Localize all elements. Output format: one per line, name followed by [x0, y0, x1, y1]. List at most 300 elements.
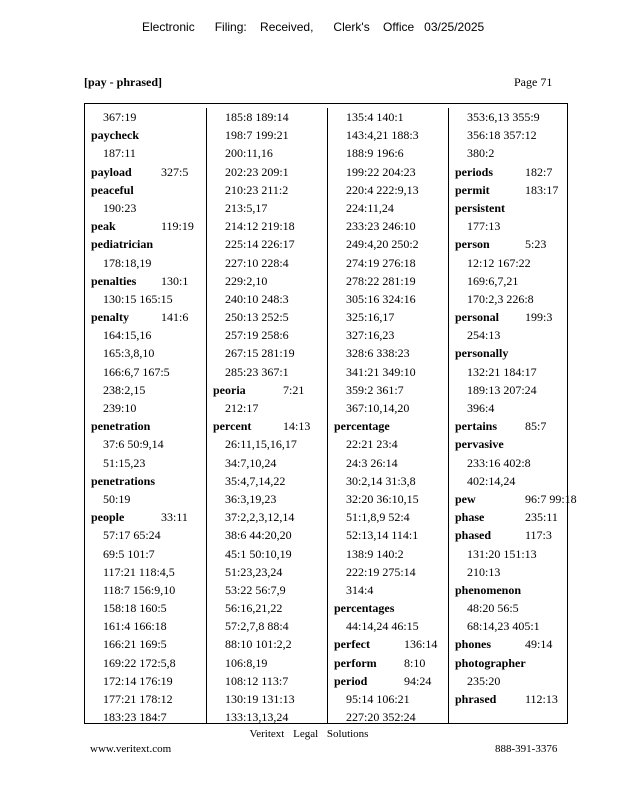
term-word: perfect: [334, 637, 370, 652]
index-reference: [207, 181, 327, 199]
term-word: paycheck: [91, 128, 139, 143]
index-reference: [328, 545, 448, 563]
index-reference: [328, 508, 448, 526]
reference-text: 328:6 338:23: [346, 346, 410, 361]
index-term: [449, 690, 569, 708]
index-reference: [207, 199, 327, 217]
reference-text: 118:7 156:9,10: [103, 582, 176, 597]
index-reference: [328, 217, 448, 235]
reference-text: 130:15 165:15: [103, 291, 173, 306]
index-reference: [207, 690, 327, 708]
index-reference: [328, 272, 448, 290]
index-reference: [328, 581, 448, 599]
index-reference: [449, 254, 569, 272]
reference-text: 30:2,14 31:3,8: [346, 473, 416, 488]
reference-text: 37:6 50:9,14: [103, 437, 164, 452]
term-word: pertains: [455, 419, 497, 434]
index-reference: [449, 217, 569, 235]
index-reference: [207, 217, 327, 235]
index-term: [449, 508, 569, 526]
index-term: [449, 308, 569, 326]
reference-text: 48:20 56:5: [467, 601, 519, 616]
term-reference: 94:24: [404, 673, 432, 688]
index-term: [449, 654, 569, 672]
term-word: perform: [334, 655, 377, 670]
reference-text: 177:13: [467, 219, 501, 234]
index-reference: [207, 545, 327, 563]
reference-text: 224:11,24: [346, 200, 394, 215]
index-reference: [85, 708, 206, 726]
reference-text: 133:13,13,24: [225, 710, 289, 725]
index-reference: [328, 708, 448, 726]
reference-text: 380:2: [467, 146, 495, 161]
index-term: [85, 181, 206, 199]
reference-text: 51:15,23: [103, 455, 146, 470]
index-reference: [328, 181, 448, 199]
reference-text: 188:9 196:6: [346, 146, 404, 161]
reference-text: 239:10: [103, 401, 137, 415]
index-reference: [85, 581, 206, 599]
index-reference: [85, 635, 206, 653]
reference-text: 254:13: [467, 328, 501, 343]
term-word: persistent: [455, 200, 505, 215]
index-term: [449, 526, 569, 544]
reference-text: 53:22 56:7,9: [225, 582, 286, 597]
reference-text: 135:4 140:1: [346, 110, 404, 124]
index-reference: [207, 290, 327, 308]
reference-text: 34:7,10,24: [225, 455, 277, 470]
index-reference: [207, 144, 327, 162]
index-reference: [449, 454, 569, 472]
index-reference: [207, 635, 327, 653]
index-reference: [328, 454, 448, 472]
index-term: [85, 217, 206, 235]
index-reference: [85, 526, 206, 544]
index-reference: [85, 254, 206, 272]
index-reference: [449, 399, 569, 417]
index-reference: [328, 690, 448, 708]
index-reference: [85, 326, 206, 344]
reference-text: 117:21 118:4,5: [103, 564, 175, 579]
term-word: pew: [455, 491, 476, 506]
index-reference: [207, 599, 327, 617]
reference-text: 200:11,16: [225, 146, 273, 161]
index-reference: [207, 108, 327, 126]
index-reference: [328, 526, 448, 544]
reference-text: 183:23 184:7: [103, 710, 167, 725]
reference-text: 210:23 211:2: [225, 182, 289, 197]
term-word: phenomenon: [455, 582, 522, 597]
term-word: penetration: [91, 419, 151, 434]
term-reference: 136:14: [404, 637, 438, 652]
term-word: phased: [455, 528, 492, 543]
reference-text: 170:2,3 226:8: [467, 291, 534, 306]
term-reference: 14:13: [283, 419, 311, 434]
term-word: personal: [455, 310, 500, 325]
footer-phone: 888-391-3376: [495, 743, 558, 755]
reference-text: 325:16,17: [346, 310, 395, 325]
index-reference: [207, 363, 327, 381]
index-reference: [207, 344, 327, 362]
index-reference: [328, 326, 448, 344]
page-range-label: [pay - phrased]: [84, 75, 163, 89]
index-reference: [207, 454, 327, 472]
term-word: phrased: [455, 692, 497, 706]
reference-text: 233:16 402:8: [467, 455, 531, 470]
reference-text: 250:13 252:5: [225, 310, 289, 325]
index-reference: [85, 490, 206, 508]
index-reference: [85, 108, 206, 126]
index-reference: [85, 199, 206, 217]
reference-text: 51:1,8,9 52:4: [346, 510, 410, 525]
index-reference: [85, 617, 206, 635]
reference-text: 143:4,21 188:3: [346, 128, 419, 143]
reference-text: 166:6,7 167:5: [103, 364, 170, 379]
index-term: [85, 308, 206, 326]
index-reference: [328, 126, 448, 144]
index-reference: [207, 490, 327, 508]
reference-text: 166:21 169:5: [103, 637, 167, 652]
term-word: percentages: [334, 601, 395, 616]
index-reference: [85, 545, 206, 563]
index-reference: [328, 490, 448, 508]
index-reference: [85, 363, 206, 381]
term-word: person: [455, 237, 490, 252]
index-column: [327, 108, 448, 723]
footer-company: Veritext Legal Solutions: [249, 728, 369, 740]
term-word: penalty: [91, 310, 130, 325]
reference-text: 305:16 324:16: [346, 291, 416, 306]
reference-text: 327:16,23: [346, 328, 395, 343]
reference-text: 190:23: [103, 200, 137, 215]
index-reference: [85, 563, 206, 581]
reference-text: 45:1 50:10,19: [225, 546, 292, 561]
index-reference: [449, 144, 569, 162]
reference-text: 367:19: [103, 110, 137, 124]
reference-text: 267:15 281:19: [225, 346, 295, 361]
index-term: [449, 199, 569, 217]
reference-text: 52:13,14 114:1: [346, 528, 419, 543]
index-term: [449, 235, 569, 253]
index-reference: [207, 654, 327, 672]
index-reference: [328, 472, 448, 490]
reference-text: 88:10 101:2,2: [225, 637, 292, 652]
term-word: pediatrician: [91, 237, 153, 252]
index-reference: [85, 454, 206, 472]
term-word: penetrations: [91, 473, 155, 488]
index-reference: [207, 308, 327, 326]
index-reference: [207, 163, 327, 181]
term-word: personally: [455, 346, 509, 361]
reference-text: 44:14,24 46:15: [346, 619, 419, 634]
index-table: [84, 103, 577, 725]
index-reference: [328, 617, 448, 635]
reference-text: 132:21 184:17: [467, 364, 537, 379]
term-word: phones: [455, 637, 492, 652]
reference-text: 225:14 226:17: [225, 237, 295, 252]
index-reference: [85, 399, 206, 417]
term-reference: 5:23: [525, 237, 547, 252]
reference-text: 314:4: [346, 582, 374, 597]
reference-text: 220:4 222:9,13: [346, 182, 419, 197]
index-reference: [207, 581, 327, 599]
reference-text: 367:10,14,20: [346, 401, 410, 415]
index-reference: [449, 599, 569, 617]
reference-text: 178:18,19: [103, 255, 152, 270]
reference-text: 356:18 357:12: [467, 128, 537, 143]
reference-text: 24:3 26:14: [346, 455, 398, 470]
term-reference: 130:1: [161, 273, 189, 288]
index-reference: [449, 272, 569, 290]
term-reference: 327:5: [161, 164, 189, 179]
index-term: [85, 235, 206, 253]
reference-text: 198:7 199:21: [225, 128, 289, 143]
index-term: [328, 672, 448, 690]
term-word: percent: [213, 419, 252, 434]
index-reference: [328, 344, 448, 362]
reference-text: 108:12 113:7: [225, 673, 289, 688]
reference-text: 161:4 166:18: [103, 619, 167, 634]
term-reference: 182:7: [525, 164, 553, 179]
reference-text: 229:2,10: [225, 273, 268, 288]
reference-text: 238:2,15: [103, 382, 146, 397]
index-reference: [328, 563, 448, 581]
index-reference: [328, 308, 448, 326]
index-reference: [328, 381, 448, 399]
reference-text: 50:19: [103, 491, 131, 506]
reference-text: 177:21 178:12: [103, 692, 173, 706]
filing-stamp: Electronic Filing: Received, Clerk's Office 03/25/2025: [142, 20, 485, 34]
index-reference: [449, 290, 569, 308]
index-term: [449, 435, 569, 453]
index-reference: [207, 508, 327, 526]
term-reference: 112:13: [525, 692, 558, 706]
reference-text: 402:14,24: [467, 473, 516, 488]
reference-text: 26:11,15,16,17: [225, 437, 297, 452]
term-word: pervasive: [455, 437, 504, 452]
term-word: photographer: [455, 655, 526, 670]
term-word: peaceful: [91, 182, 134, 197]
reference-text: 172:14 176:19: [103, 673, 173, 688]
reference-text: 38:6 44:20,20: [225, 528, 292, 543]
reference-text: 106:8,19: [225, 655, 268, 670]
reference-text: 222:19 275:14: [346, 564, 416, 579]
index-reference: [328, 108, 448, 126]
index-reference: [207, 272, 327, 290]
index-reference: [85, 654, 206, 672]
term-reference: 49:14: [525, 637, 553, 652]
reference-text: 57:17 65:24: [103, 528, 161, 543]
index-reference: [449, 126, 569, 144]
index-reference: [449, 545, 569, 563]
index-term: [449, 581, 569, 599]
index-reference: [449, 617, 569, 635]
reference-text: 213:5,17: [225, 200, 268, 215]
reference-text: 36:3,19,23: [225, 491, 277, 506]
reference-text: 37:2,2,3,12,14: [225, 510, 295, 525]
index-term: [449, 181, 569, 199]
reference-text: 138:9 140:2: [346, 546, 404, 561]
reference-text: 353:6,13 355:9: [467, 110, 540, 124]
reference-text: 210:13: [467, 564, 501, 579]
index-reference: [207, 435, 327, 453]
index-term: [449, 344, 569, 362]
index-reference: [328, 235, 448, 253]
term-word: peoria: [213, 382, 246, 397]
term-reference: 117:3: [525, 528, 552, 543]
index-term: [85, 472, 206, 490]
term-word: percentage: [334, 419, 390, 434]
index-reference: [207, 126, 327, 144]
reference-text: 278:22 281:19: [346, 273, 416, 288]
index-reference: [328, 435, 448, 453]
term-reference: 141:6: [161, 310, 189, 325]
reference-text: 240:10 248:3: [225, 291, 289, 306]
reference-text: 35:4,7,14,22: [225, 473, 286, 488]
index-term: [449, 635, 569, 653]
reference-text: 257:19 258:6: [225, 328, 289, 343]
reference-text: 227:20 352:24: [346, 710, 416, 725]
index-reference: [207, 672, 327, 690]
reference-text: 199:22 204:23: [346, 164, 416, 179]
index-term: [207, 381, 327, 399]
index-reference: [85, 344, 206, 362]
term-reference: 199:3: [525, 310, 553, 325]
index-reference: [207, 563, 327, 581]
index-reference: [449, 563, 569, 581]
reference-text: 130:19 131:13: [225, 692, 295, 706]
reference-text: 32:20 36:10,15: [346, 491, 419, 506]
term-word: people: [91, 510, 125, 525]
reference-text: 359:2 361:7: [346, 382, 404, 397]
index-reference: [207, 235, 327, 253]
reference-text: 164:15,16: [103, 328, 152, 343]
index-reference: [449, 326, 569, 344]
index-term: [328, 635, 448, 653]
reference-text: 51:23,23,24: [225, 564, 283, 579]
term-word: permit: [455, 182, 490, 197]
index-reference: [449, 672, 569, 690]
index-term: [85, 163, 206, 181]
term-reference: 235:11: [525, 510, 558, 525]
reference-text: 341:21 349:10: [346, 364, 416, 379]
index-reference: [328, 144, 448, 162]
term-reference: 96:7 99:18: [525, 491, 577, 506]
index-reference: [449, 108, 569, 126]
index-reference: [328, 290, 448, 308]
term-reference: 8:10: [404, 655, 426, 670]
term-word: penalties: [91, 273, 137, 288]
index-reference: [449, 381, 569, 399]
term-reference: 183:17: [525, 182, 559, 197]
index-reference: [207, 399, 327, 417]
reference-text: 22:21 23:4: [346, 437, 398, 452]
reference-text: 165:3,8,10: [103, 346, 155, 361]
reference-text: 187:11: [103, 146, 136, 161]
index-term: [85, 508, 206, 526]
index-reference: [85, 672, 206, 690]
reference-text: 233:23 246:10: [346, 219, 416, 234]
reference-text: 169:6,7,21: [467, 273, 519, 288]
index-column: [206, 108, 327, 723]
index-reference: [85, 144, 206, 162]
reference-text: 185:8 189:14: [225, 110, 289, 124]
index-reference: [207, 708, 327, 726]
index-term: [328, 599, 448, 617]
term-word: period: [334, 673, 368, 688]
index-term: [85, 417, 206, 435]
index-term: [449, 163, 569, 181]
reference-text: 212:17: [225, 401, 259, 415]
index-reference: [85, 290, 206, 308]
index-reference: [328, 199, 448, 217]
reference-text: 235:20: [467, 673, 501, 688]
reference-text: 69:5 101:7: [103, 546, 155, 561]
index-term: [328, 417, 448, 435]
index-reference: [328, 163, 448, 181]
reference-text: 158:18 160:5: [103, 601, 167, 616]
index-term: [85, 126, 206, 144]
reference-text: 202:23 209:1: [225, 164, 289, 179]
term-word: peak: [91, 219, 116, 234]
index-reference: [207, 526, 327, 544]
index-reference: [85, 435, 206, 453]
index-reference: [207, 326, 327, 344]
term-reference: 7:21: [283, 382, 305, 397]
reference-text: 169:22 172:5,8: [103, 655, 176, 670]
footer-website: www.veritext.com: [90, 743, 172, 755]
index-term: [207, 417, 327, 435]
term-word: phase: [455, 510, 485, 525]
index-reference: [85, 690, 206, 708]
index-reference: [328, 363, 448, 381]
term-reference: 119:19: [161, 219, 194, 234]
index-term: [328, 654, 448, 672]
reference-text: 12:12 167:22: [467, 255, 531, 270]
reference-text: 274:19 276:18: [346, 255, 416, 270]
index-reference: [85, 599, 206, 617]
reference-text: 68:14,23 405:1: [467, 619, 540, 634]
reference-text: 57:2,7,8 88:4: [225, 619, 289, 634]
reference-text: 131:20 151:13: [467, 546, 537, 561]
index-term: [85, 272, 206, 290]
term-reference: 85:7: [525, 419, 547, 434]
index-column: [85, 108, 206, 723]
reference-text: 95:14 106:21: [346, 692, 410, 706]
term-word: periods: [455, 164, 494, 179]
index-reference: [207, 617, 327, 635]
page-number: Page 71: [514, 75, 553, 89]
index-column: [448, 108, 577, 723]
term-word: payload: [91, 164, 132, 179]
term-reference: 33:11: [161, 510, 188, 525]
reference-text: 227:10 228:4: [225, 255, 289, 270]
index-reference: [449, 363, 569, 381]
index-reference: [207, 472, 327, 490]
reference-text: 189:13 207:24: [467, 382, 537, 397]
reference-text: 249:4,20 250:2: [346, 237, 419, 252]
index-reference: [207, 254, 327, 272]
reference-text: 56:16,21,22: [225, 601, 283, 616]
reference-text: 285:23 367:1: [225, 364, 289, 379]
reference-text: 214:12 219:18: [225, 219, 295, 234]
index-reference: [449, 472, 569, 490]
index-reference: [85, 381, 206, 399]
index-reference: [328, 254, 448, 272]
index-reference: [328, 399, 448, 417]
index-term: [449, 490, 577, 508]
reference-text: 396:4: [467, 401, 495, 415]
